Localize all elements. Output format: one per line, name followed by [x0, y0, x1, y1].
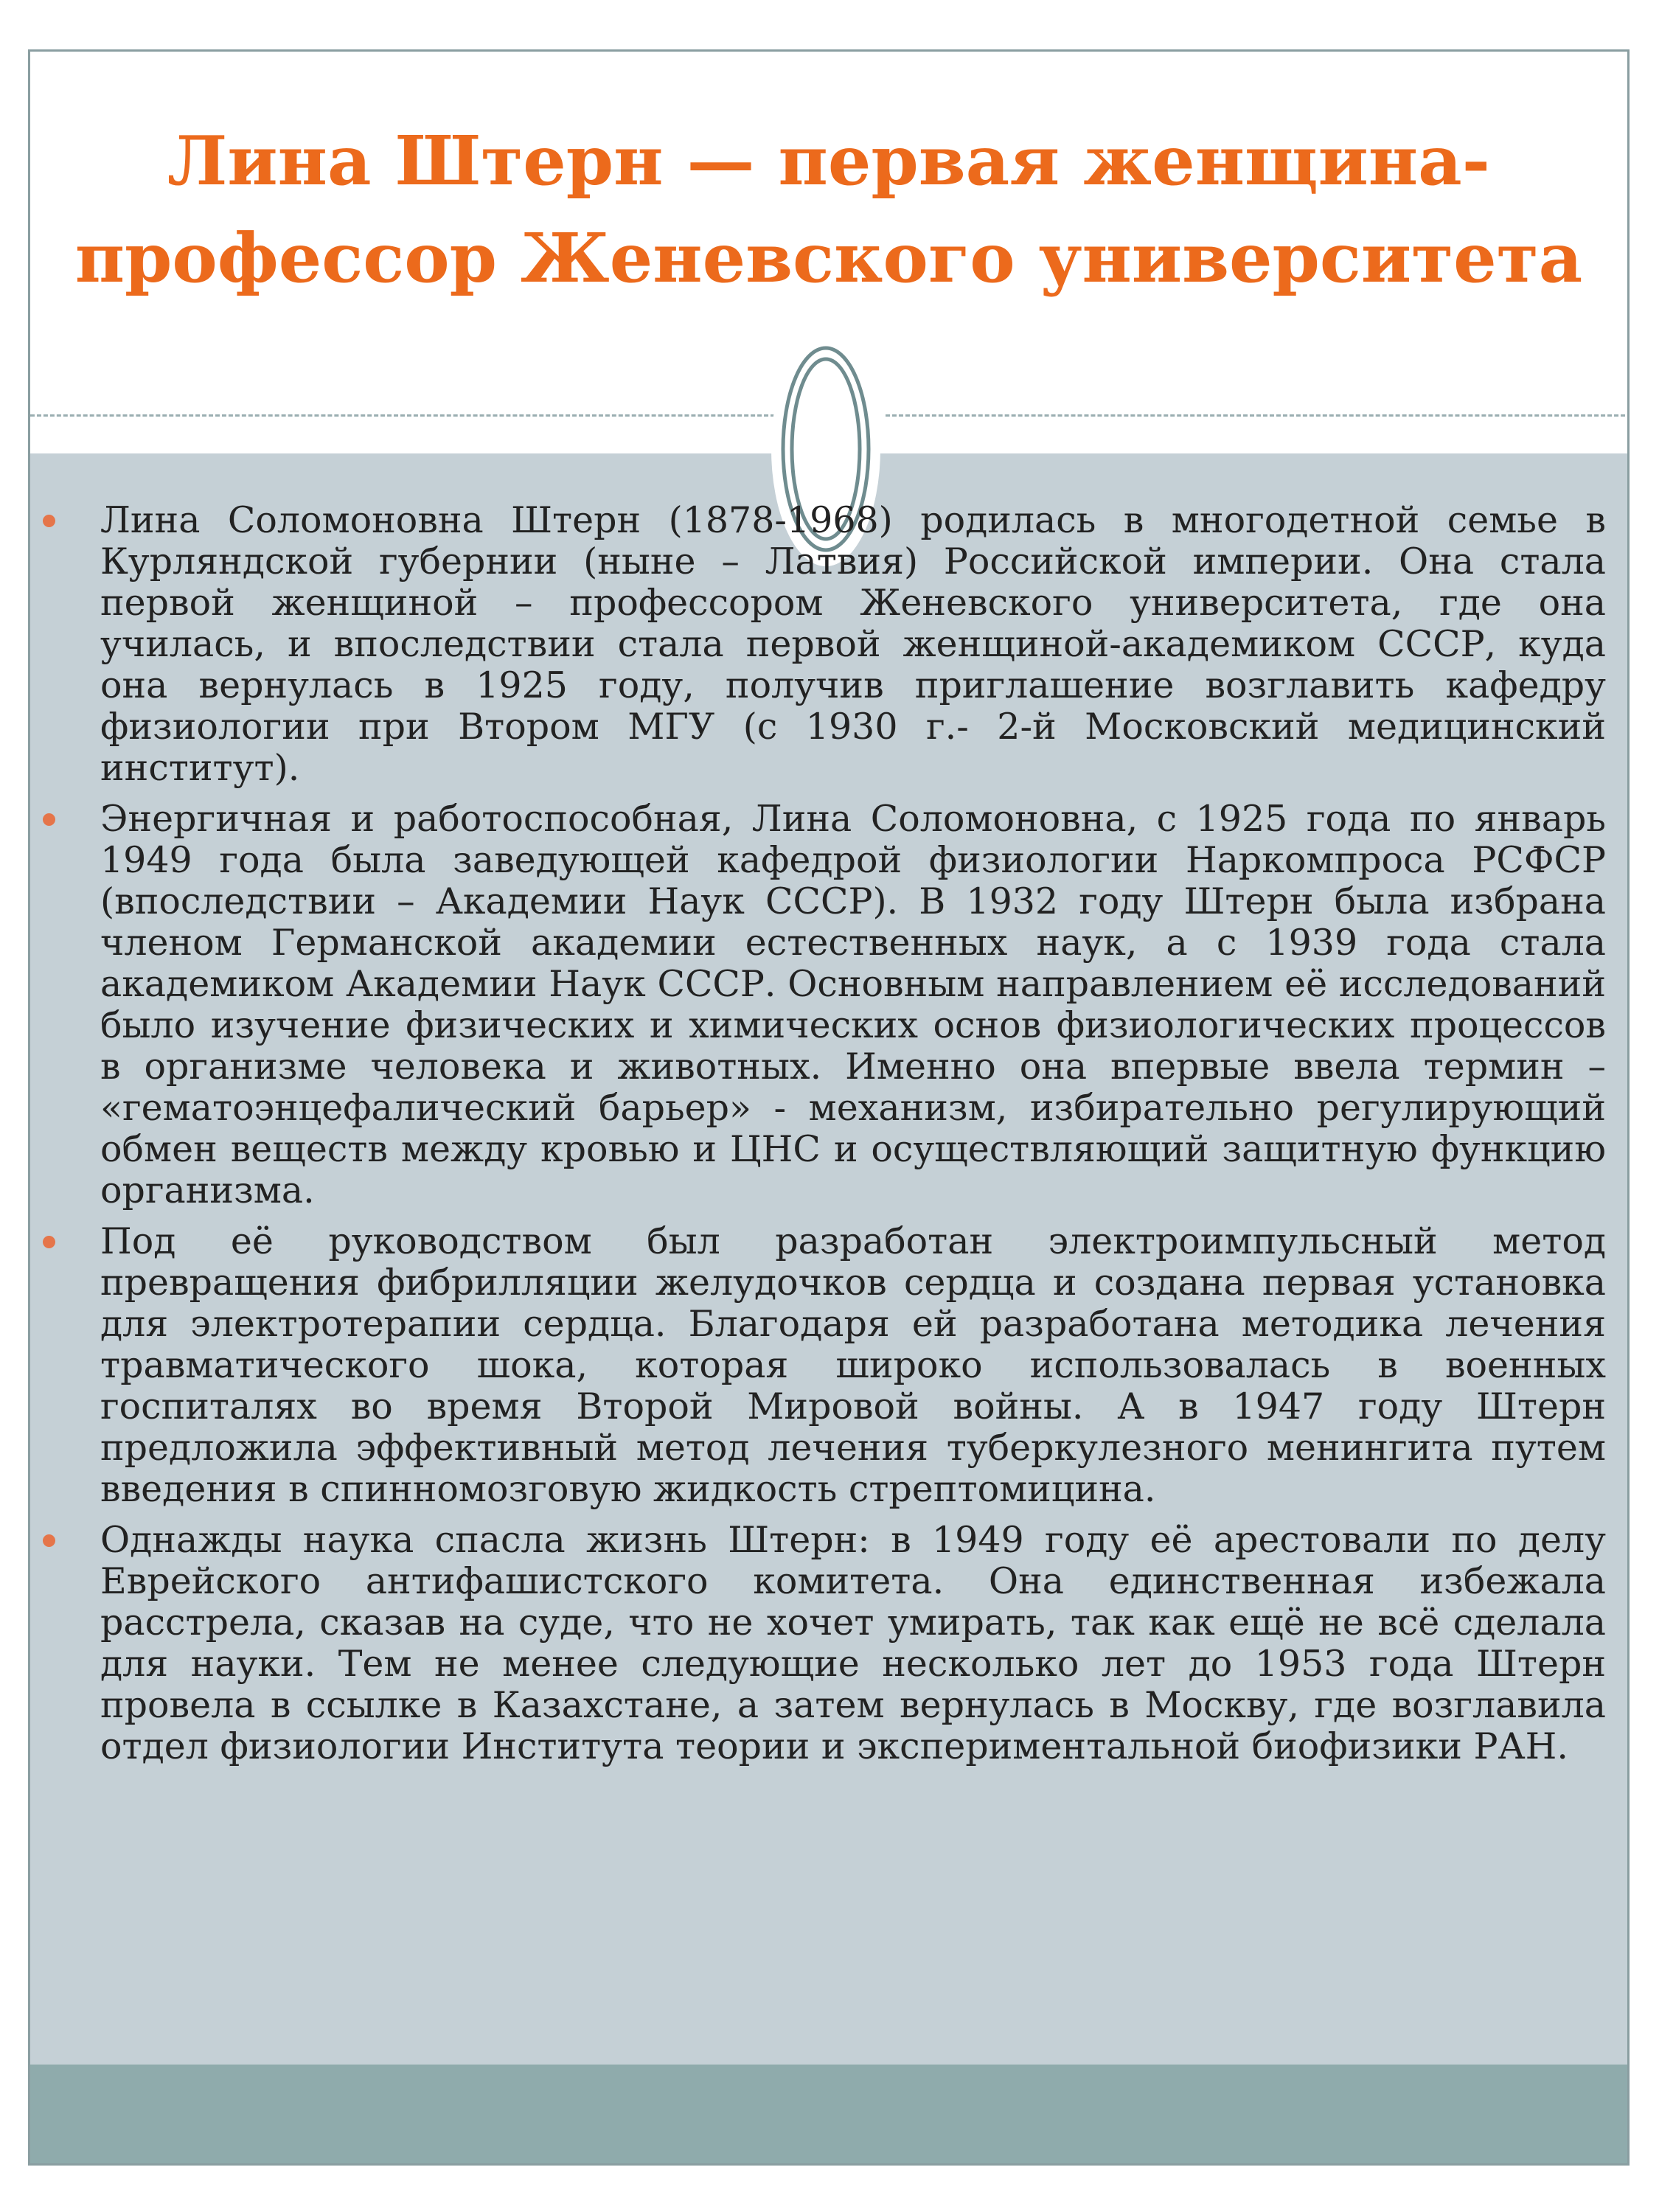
bullet-dot-icon — [43, 813, 55, 826]
list-item — [100, 1520, 1606, 1767]
bullet-text: Под её руководством был разработан электроимпульсный метод превращения фибрилляции желудочков сердца и создана первая установка для электротерапии сердца. Благодаря ей разработана методика лечения травматического шока, которая широко использовалась в военных госпиталях во время Второй Мировой войны. А в 1947 году Штерн предложила эффективный метод лечения туберкулезного менингита путем введения в спинномозговую жидкость стрептомицина. — [100, 1220, 1606, 1510]
bullet-dot-icon — [43, 1236, 55, 1248]
bullet-dot-icon — [43, 1534, 55, 1547]
list-item — [100, 1221, 1606, 1510]
bullet-list — [100, 500, 1606, 1777]
title-line-2: профессор Женевского университета — [74, 218, 1583, 298]
bullet-dot-icon — [43, 515, 55, 527]
slide — [28, 49, 1630, 2166]
bullet-text: Энергичная и работоспособная, Лина Соломоновна, с 1925 года по январь 1949 года была заведующей кафедрой физиологии Наркомпроса РСФСР (впоследствии – Академии Наук СССР). В 1932 году Штерн была избрана членом Германской академии естественных наук, а с 1939 года стала академиком Академии Наук СССР. Основным направлением её исследований было изучение физических и химических основ физиологических процессов в организме человека и животных. Именно она впервые ввела термин – «гематоэнцефалический барьер» - механизм, избирательно регулирующий обмен веществ между кровью и ЦНС и осуществляющий защитную функцию организма. — [100, 798, 1606, 1211]
title-divider-right — [886, 414, 1630, 417]
title-line-1: Лина Штерн — первая женщина- — [167, 121, 1490, 201]
title-divider-left — [30, 414, 775, 417]
list-item — [100, 799, 1606, 1211]
bullet-text: Однажды наука спасла жизнь Штерн: в 1949 году её арестовали по делу Еврейского антифашистского комитета. Она единственная избежала расстрела, сказав на суде, что не хочет умирать, так как ещё не всё сделала для науки. Тем не менее следующие несколько лет до 1953 года Штерн провела в ссылке в Казахстане, а затем вернулась в Москву, где возглавила отдел физиологии Института теории и экспериментальной биофизики РАН. — [100, 1519, 1606, 1767]
footer-band — [30, 2065, 1627, 2166]
list-item — [100, 500, 1606, 789]
bullet-text: Лина Соломоновна Штерн (1878-1968) родилась в многодетной семье в Курляндской губернии (ныне – Латвия) Российской империи. Она стала первой женщиной – профессором Женевского университета, где она училась, и впоследствии стала первой женщиной-академиком СССР, куда она вернулась в 1925 году, получив приглашение возглавить кафедру физиологии при Втором МГУ (с 1930 г.- 2-й Московский медицинский институт). — [100, 499, 1606, 789]
slide-title — [30, 112, 1627, 307]
